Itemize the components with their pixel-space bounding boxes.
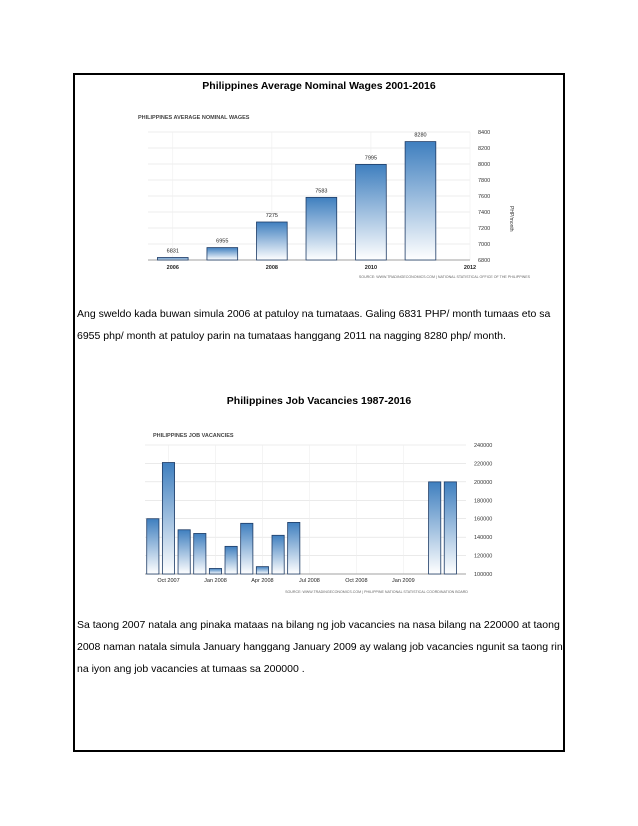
wages-bar	[157, 258, 188, 260]
y-tick-label: 100000	[474, 572, 493, 578]
chart-source: SOURCE: WWW.TRADINGECONOMICS.COM | PHILIPPINE NATIONAL STATISTICAL COORDINATION BOARD	[285, 590, 468, 594]
wages-bar	[405, 142, 436, 260]
y-tick-label: 7600	[478, 194, 491, 200]
y-tick-label: 180000	[474, 498, 493, 505]
x-tick-label: Jul 2008	[299, 578, 320, 584]
paragraph-vacancies-line-2: 2008 naman natala simula January hanggang January 2009 ay walang job vacancies ngunit sa taong rin	[77, 641, 563, 653]
y-tick-label: 140000	[474, 535, 493, 542]
y-tick-label: 200000	[474, 479, 493, 486]
chart-source: SOURCE: WWW.TRADINGECONOMICS.COM | NATIONAL STATISTICAL OFFICE OF THE PHILIPPINES	[358, 275, 530, 279]
vacancies-bar	[194, 533, 206, 574]
chart-title: PHILIPPINES JOB VACANCIES	[153, 433, 234, 439]
vacancies-bar	[241, 523, 253, 574]
vacancies-bar	[225, 546, 237, 574]
vacancies-bar	[444, 482, 456, 574]
wages-bar	[256, 222, 287, 260]
paragraph-wages-line-1: Ang sweldo kada buwan simula 2006 at patuloy na tumataas. Galing 6831 PHP/ month tumaas eto sa	[77, 308, 551, 320]
x-tick-label: 2006	[166, 265, 179, 271]
data-label: 6955	[216, 238, 229, 245]
paragraph-vacancies-line-1: Sa taong 2007 natala ang pinaka mataas na bilang ng job vacancies na nasa bilang na 220000 at taong	[77, 619, 560, 631]
paragraph-wages-line-2: 6955 php/ month at patuloy parin na tumataas hanggang 2011 na nagging 8280 php/ month.	[77, 330, 506, 342]
y-tick-label: 8200	[478, 146, 491, 152]
vacancies-bar	[288, 522, 300, 574]
chart-title: PHILIPPINES AVERAGE NOMINAL WAGES	[138, 115, 250, 121]
paragraph-vacancies-line-3: na iyon ang job vacancies at tumaas sa 200000 .	[77, 663, 305, 675]
x-tick-label: 2012	[463, 265, 477, 271]
y-tick-label: 8000	[478, 162, 491, 168]
y-tick-label: 6800	[478, 258, 491, 264]
x-tick-label: Jan 2009	[392, 578, 415, 584]
x-tick-label: Apr 2008	[251, 578, 274, 584]
y-axis-label: PHP/month	[508, 206, 514, 232]
wages-chart	[130, 105, 560, 295]
wages-bar	[306, 197, 337, 260]
vacancies-chart	[143, 425, 558, 605]
y-tick-label: 8400	[478, 130, 491, 136]
wages-bar	[207, 248, 238, 260]
data-label: 7275	[265, 213, 278, 219]
y-tick-label: 7200	[478, 226, 491, 232]
paragraph-wages	[77, 303, 565, 347]
y-tick-label: 160000	[474, 516, 493, 523]
x-tick-label: Jan 2008	[204, 578, 227, 584]
vacancies-bar	[272, 535, 284, 574]
vacancies-bar	[209, 568, 221, 574]
vacancies-bar	[147, 519, 159, 574]
vacancies-bar	[429, 482, 441, 574]
y-tick-label: 7400	[478, 210, 491, 216]
document-frame	[73, 73, 565, 752]
data-label: 8280	[414, 132, 427, 139]
vacancies-bar	[162, 463, 174, 574]
vacancies-bar	[178, 530, 190, 574]
x-tick-label: 2008	[265, 265, 278, 271]
heading-wages: Philippines Average Nominal Wages 2001-2016	[202, 80, 436, 92]
data-label: 7583	[315, 188, 328, 195]
y-tick-label: 220000	[474, 461, 493, 468]
data-label: 7995	[364, 155, 378, 162]
wages-bar	[356, 164, 387, 260]
data-label: 6831	[166, 248, 179, 255]
x-tick-label: 2010	[364, 265, 378, 271]
paragraph-vacancies	[77, 614, 565, 680]
x-tick-label: Oct 2008	[345, 578, 368, 584]
y-tick-label: 120000	[474, 553, 493, 560]
heading-vacancies: Philippines Job Vacancies 1987-2016	[226, 395, 412, 407]
y-tick-label: 240000	[474, 443, 493, 449]
y-tick-label: 7000	[478, 242, 491, 248]
y-tick-label: 7800	[478, 178, 491, 184]
x-tick-label: Oct 2007	[157, 578, 180, 584]
vacancies-bar	[256, 567, 268, 574]
